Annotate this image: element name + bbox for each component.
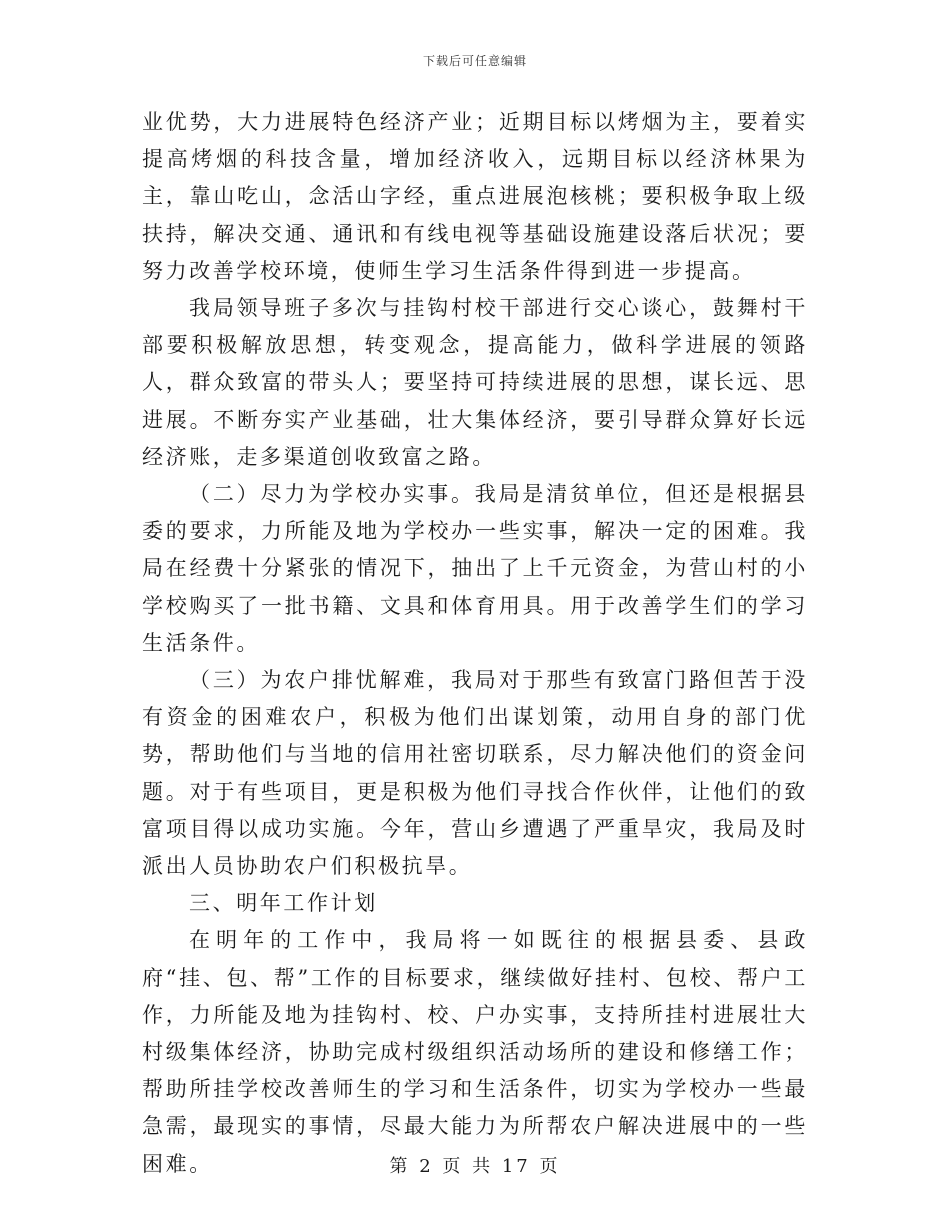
paragraph-school-support: （二）尽力为学校办实事。我局是清贫单位，但还是根据县委的要求，力所能及地为学校办一些实事，解决一定的困难。我局在经费十分紧张的情况下，抽出了上千元资金，为营山村的小学校购买了一批书籍、文具和体育用具。用于改善学生们的学习生活条件。 [142, 482, 808, 655]
page-number-footer: 第 2 页 共 17 页 [389, 1156, 561, 1177]
header-note: 下载后可任意编辑 [422, 54, 527, 68]
document-body [142, 104, 808, 1183]
paragraph-next-year-plan: 在明年的工作中，我局将一如既往的根据县委、县政府“挂、包、帮”工作的目标要求，继续做好挂村、包校、帮户工作，力所能及地为挂钩村、校、户办实事，支持所挂村进展壮大村级集体经济，协助完成村级组织活动场所的建设和修缮工作；帮助所挂学校改善师生的学习和生活条件，切实为学校办一些最急需，最现实的事情，尽最大能力为所帮农户解决进展中的一些困难。 [142, 928, 808, 1176]
paragraph-leadership-talks: 我局领导班子多次与挂钩村校干部进行交心谈心，鼓舞村干部要积极解放思想，转变观念，提高能力，做科学进展的领路人，群众致富的带头人；要坚持可持续进展的思想，谋长远、思进展。不断夯实产业基础，壮大集体经济，要引导群众算好长远经济账，走多渠道创收致富之路。 [142, 296, 808, 469]
section-heading-next-year-plan: 三、明年工作计划 [189, 891, 378, 916]
paragraph-farmer-support: （三）为农户排忧解难，我局对于那些有致富门路但苦于没有资金的困难农户，积极为他们出谋划策，动用自身的部门优势，帮助他们与当地的信用社密切联系，尽力解决他们的资金问题。对于有些项目，更是积极为他们寻找合作伙伴，让他们的致富项目得以成功实施。今年，营山乡遭遇了严重旱灾，我局及时派出人员协助农户们积极抗旱。 [142, 668, 808, 879]
paragraph-continuation: 业优势，大力进展特色经济产业；近期目标以烤烟为主，要着实提高烤烟的科技含量，增加经济收入，远期目标以经济林果为主，靠山吃山，念活山字经，重点进展泡核桃；要积极争取上级扶持，解决交通、通讯和有线电视等基础设施建设落后状况；要努力改善学校环境，使师生学习生活条件得到进一步提高。 [142, 110, 808, 283]
